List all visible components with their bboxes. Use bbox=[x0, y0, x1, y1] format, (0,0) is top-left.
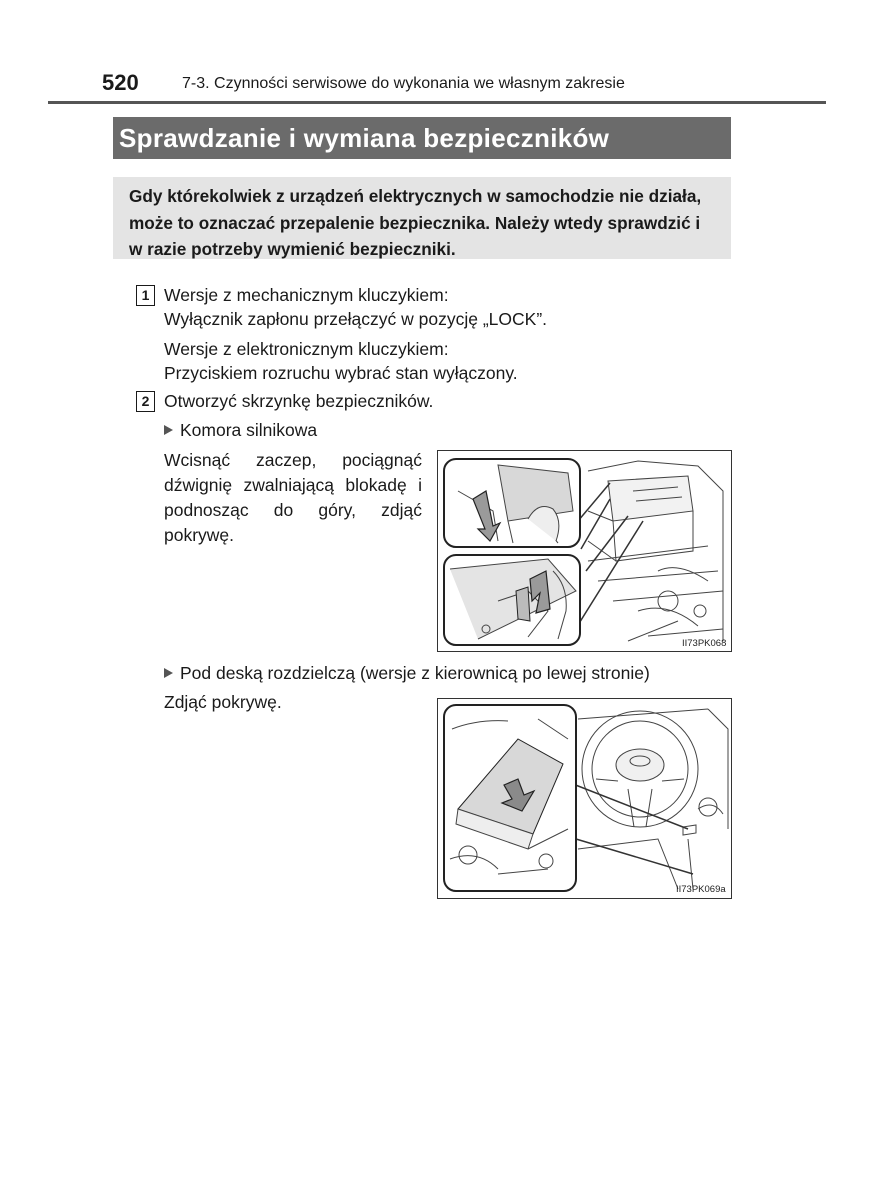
triangle-bullet-icon bbox=[164, 425, 173, 435]
page-header bbox=[0, 66, 880, 106]
header-divider bbox=[48, 101, 826, 104]
step-number-1: 1 bbox=[136, 285, 155, 306]
dashboard-illustration bbox=[438, 699, 731, 898]
chapter-title: 7-3. Czynności serwisowe do wykonania we własnym zakresie bbox=[182, 75, 625, 92]
step-number-2: 2 bbox=[136, 391, 155, 412]
engine-room-description: Wcisnąć zaczep, pociągnąć dźwignię zwalniającą blokadę i podnosząc do góry, zdjąć pokrywę. bbox=[164, 450, 422, 545]
step-1-line-3: Wersje z elektronicznym kluczykiem: bbox=[164, 339, 449, 359]
section-title-bar bbox=[113, 117, 731, 159]
dashboard-heading bbox=[164, 661, 650, 686]
engine-room-fuse-box-figure bbox=[437, 450, 732, 652]
figure-code: II73PK068 bbox=[682, 638, 727, 649]
step-1-line-1: Wersje z mechanicznym kluczykiem: bbox=[164, 285, 449, 305]
engine-room-heading-text: Komora silnikowa bbox=[180, 420, 318, 440]
dashboard-fuse-cover-figure bbox=[437, 698, 732, 899]
figure-code: II73PK069a bbox=[676, 884, 726, 895]
intro-box bbox=[113, 177, 731, 259]
step-1-line-2: Wyłącznik zapłonu przełączyć w pozycję „LOCK”. bbox=[164, 309, 548, 329]
step-1-line-4: Przyciskiem rozruchu wybrać stan wyłączony. bbox=[164, 363, 518, 383]
intro-text: Gdy którekolwiek z urządzeń elektrycznych w samochodzie nie działa, może to oznaczać przepalenie bezpiecznika. Należy wtedy sprawdzić i w razie potrzeby wymienić bezpieczniki. bbox=[129, 186, 702, 259]
triangle-bullet-icon bbox=[164, 668, 173, 678]
dashboard-heading-text: Pod deską rozdzielczą (wersje z kierownicą po lewej stronie) bbox=[180, 663, 650, 683]
engine-room-heading bbox=[164, 418, 317, 443]
dashboard-description: Zdjąć pokrywę. bbox=[164, 692, 282, 712]
step-2-text: Otworzyć skrzynkę bezpieczników. bbox=[164, 391, 434, 411]
engine-room-illustration bbox=[438, 451, 731, 651]
page-number: 520 bbox=[102, 70, 139, 95]
section-title: Sprawdzanie i wymiana bezpieczników bbox=[119, 123, 610, 153]
